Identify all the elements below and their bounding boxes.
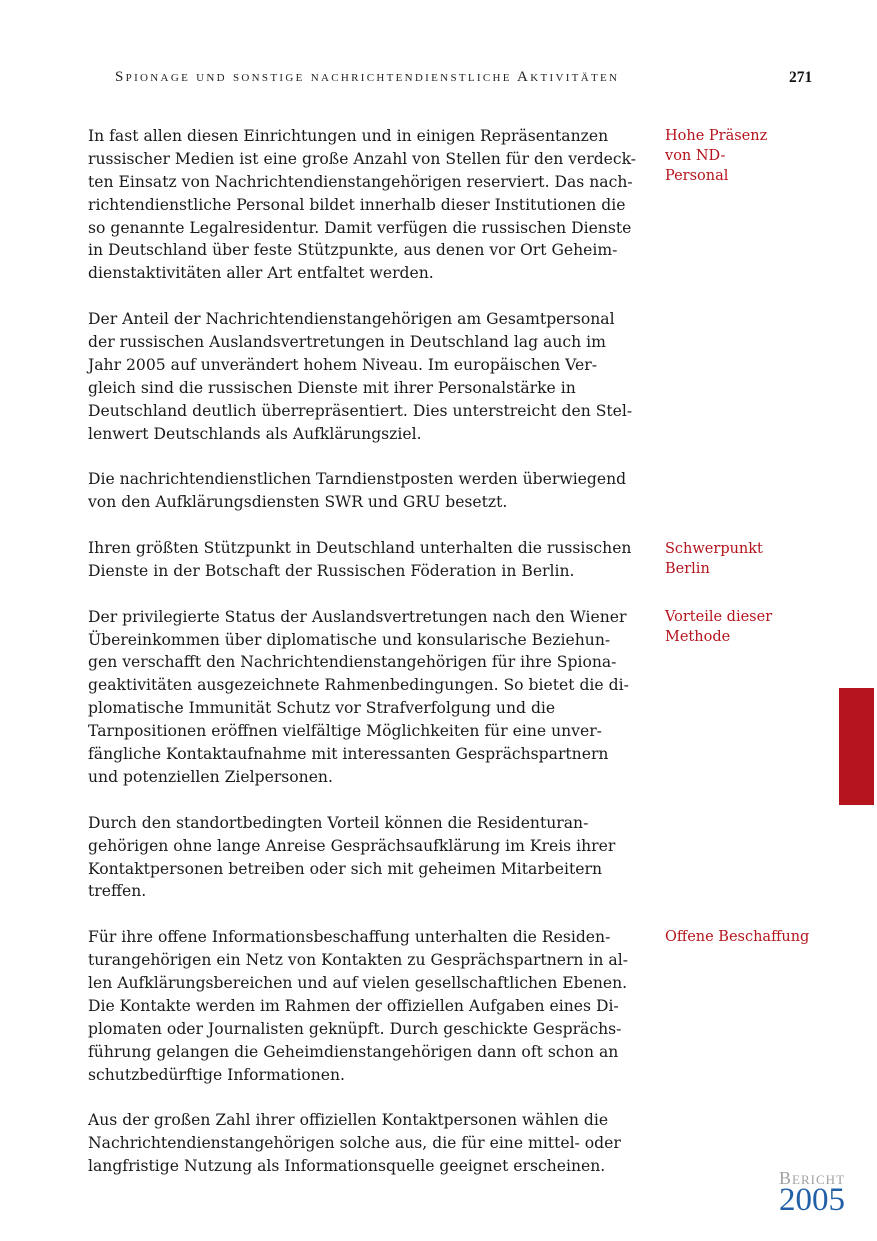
text-line: gleich sind die russischen Dienste mit ihrer Personalstärke in bbox=[88, 378, 576, 397]
running-title bbox=[115, 67, 620, 87]
text-line: Ihren größten Stützpunkt in Deutschland unterhalten die russischen bbox=[88, 539, 632, 558]
paragraph bbox=[88, 926, 645, 1086]
text-line: lenwert Deutschlands als Aufklärungsziel. bbox=[88, 424, 422, 443]
text-line: dienstaktivitäten aller Art entfaltet werden. bbox=[88, 264, 434, 283]
margin-note-line: Berlin bbox=[665, 561, 710, 577]
text-line: Kontaktpersonen betreiben oder sich mit geheimen Mitarbeitern bbox=[88, 859, 602, 878]
text-line: schutzbedürftige Informationen. bbox=[88, 1065, 345, 1084]
text-line: treffen. bbox=[88, 882, 147, 901]
margin-note bbox=[665, 607, 835, 647]
text-line: Für ihre offene Informationsbeschaffung unterhalten die Residen- bbox=[88, 928, 611, 947]
text-line: in Deutschland über feste Stützpunkte, aus denen vor Ort Geheim- bbox=[88, 241, 618, 260]
text-line: len Aufklärungsbereichen und auf vielen gesellschaftlichen Ebenen. bbox=[88, 973, 628, 992]
paragraph bbox=[88, 812, 645, 904]
margin-note-line: Offene Beschaffung bbox=[665, 929, 810, 945]
report-logo-year: 2005 bbox=[779, 1182, 845, 1218]
running-title-text: Spionage und sonstige nachrichtendienstliche Aktivitäten bbox=[115, 69, 620, 85]
text-line: von den Aufklärungsdiensten SWR und GRU besetzt. bbox=[88, 493, 508, 512]
paragraph bbox=[88, 1109, 645, 1178]
text-line: Übereinkommen über diplomatische und konsularische Beziehun- bbox=[88, 630, 611, 649]
text-line: gehörigen ohne lange Anreise Gesprächsaufklärung im Kreis ihrer bbox=[88, 836, 616, 855]
text-line: Tarnpositionen eröffnen vielfältige Möglichkeiten für eine unver- bbox=[88, 722, 602, 741]
text-line: Aus der großen Zahl ihrer offiziellen Kontaktpersonen wählen die bbox=[88, 1111, 609, 1130]
text-line: turangehörigen ein Netz von Kontakten zu Gesprächspartnern in al- bbox=[88, 951, 628, 970]
body-text bbox=[88, 125, 645, 1201]
page-number: 271 bbox=[789, 69, 813, 86]
paragraph bbox=[88, 537, 645, 583]
text-line: so genannte Legalresidentur. Damit verfügen die russischen Dienste bbox=[88, 218, 632, 237]
text-line: Deutschland deutlich überrepräsentiert. Dies unterstreicht den Stel- bbox=[88, 401, 633, 420]
text-line: Durch den standortbedingten Vorteil können die Residenturan- bbox=[88, 813, 589, 832]
chapter-tab-marker bbox=[839, 688, 874, 805]
margin-note bbox=[665, 539, 835, 579]
margin-note bbox=[665, 126, 835, 186]
margin-note-line: Hohe Präsenz bbox=[665, 128, 768, 144]
margin-note-line: Personal bbox=[665, 168, 729, 184]
text-line: Die Kontakte werden im Rahmen der offiziellen Aufgaben eines Di- bbox=[88, 996, 619, 1015]
text-line: Dienste in der Botschaft der Russischen Föderation in Berlin. bbox=[88, 561, 575, 580]
text-line: führung gelangen die Geheimdienstangehörigen dann oft schon an bbox=[88, 1042, 619, 1061]
text-line: plomaten oder Journalisten geknüpft. Durch geschickte Gesprächs- bbox=[88, 1019, 622, 1038]
text-line: fängliche Kontaktaufnahme mit interessanten Gesprächspartnern bbox=[88, 745, 609, 764]
text-line: Nachrichtendienstangehörigen solche aus, die für eine mittel- oder bbox=[88, 1134, 621, 1153]
margin-note-line: Vorteile dieser bbox=[665, 609, 773, 625]
text-line: richtendienstliche Personal bildet innerhalb dieser Institutionen die bbox=[88, 195, 626, 214]
report-logo-word-text: Bericht bbox=[779, 1168, 846, 1188]
text-line: plomatische Immunität Schutz vor Strafverfolgung und die bbox=[88, 699, 556, 718]
paragraph bbox=[88, 125, 645, 285]
text-line: Die nachrichtendienstlichen Tarndienstposten werden überwiegend bbox=[88, 470, 627, 489]
paragraph bbox=[88, 468, 645, 514]
text-line: geaktivitäten ausgezeichnete Rahmenbedingungen. So bietet die di- bbox=[88, 676, 629, 695]
text-line: langfristige Nutzung als Informationsquelle geeignet erscheinen. bbox=[88, 1157, 606, 1176]
text-line: gen verschafft den Nachrichtendienstangehörigen für ihre Spiona- bbox=[88, 653, 617, 672]
margin-note-line: Methode bbox=[665, 629, 731, 645]
margin-note bbox=[665, 927, 835, 947]
text-line: der russischen Auslandsvertretungen in Deutschland lag auch im bbox=[88, 333, 606, 352]
text-line: und potenziellen Zielpersonen. bbox=[88, 767, 333, 786]
paragraph bbox=[88, 308, 645, 445]
text-line: In fast allen diesen Einrichtungen und in einigen Repräsentanzen bbox=[88, 127, 609, 145]
margin-note-line: Schwerpunkt bbox=[665, 541, 763, 557]
margin-note-line: von ND- bbox=[665, 148, 726, 164]
paragraph bbox=[88, 606, 645, 789]
text-line: Der Anteil der Nachrichtendienstangehörigen am Gesamtpersonal bbox=[88, 310, 615, 329]
text-line: russischer Medien ist eine große Anzahl von Stellen für den verdeck- bbox=[88, 149, 637, 168]
text-line: Jahr 2005 auf unverändert hohem Niveau. Im europäischen Ver- bbox=[88, 355, 597, 374]
text-line: ten Einsatz von Nachrichtendienstangehörigen reserviert. Das nach- bbox=[88, 172, 633, 191]
text-line: Der privilegierte Status der Auslandsvertretungen nach den Wiener bbox=[88, 607, 627, 626]
